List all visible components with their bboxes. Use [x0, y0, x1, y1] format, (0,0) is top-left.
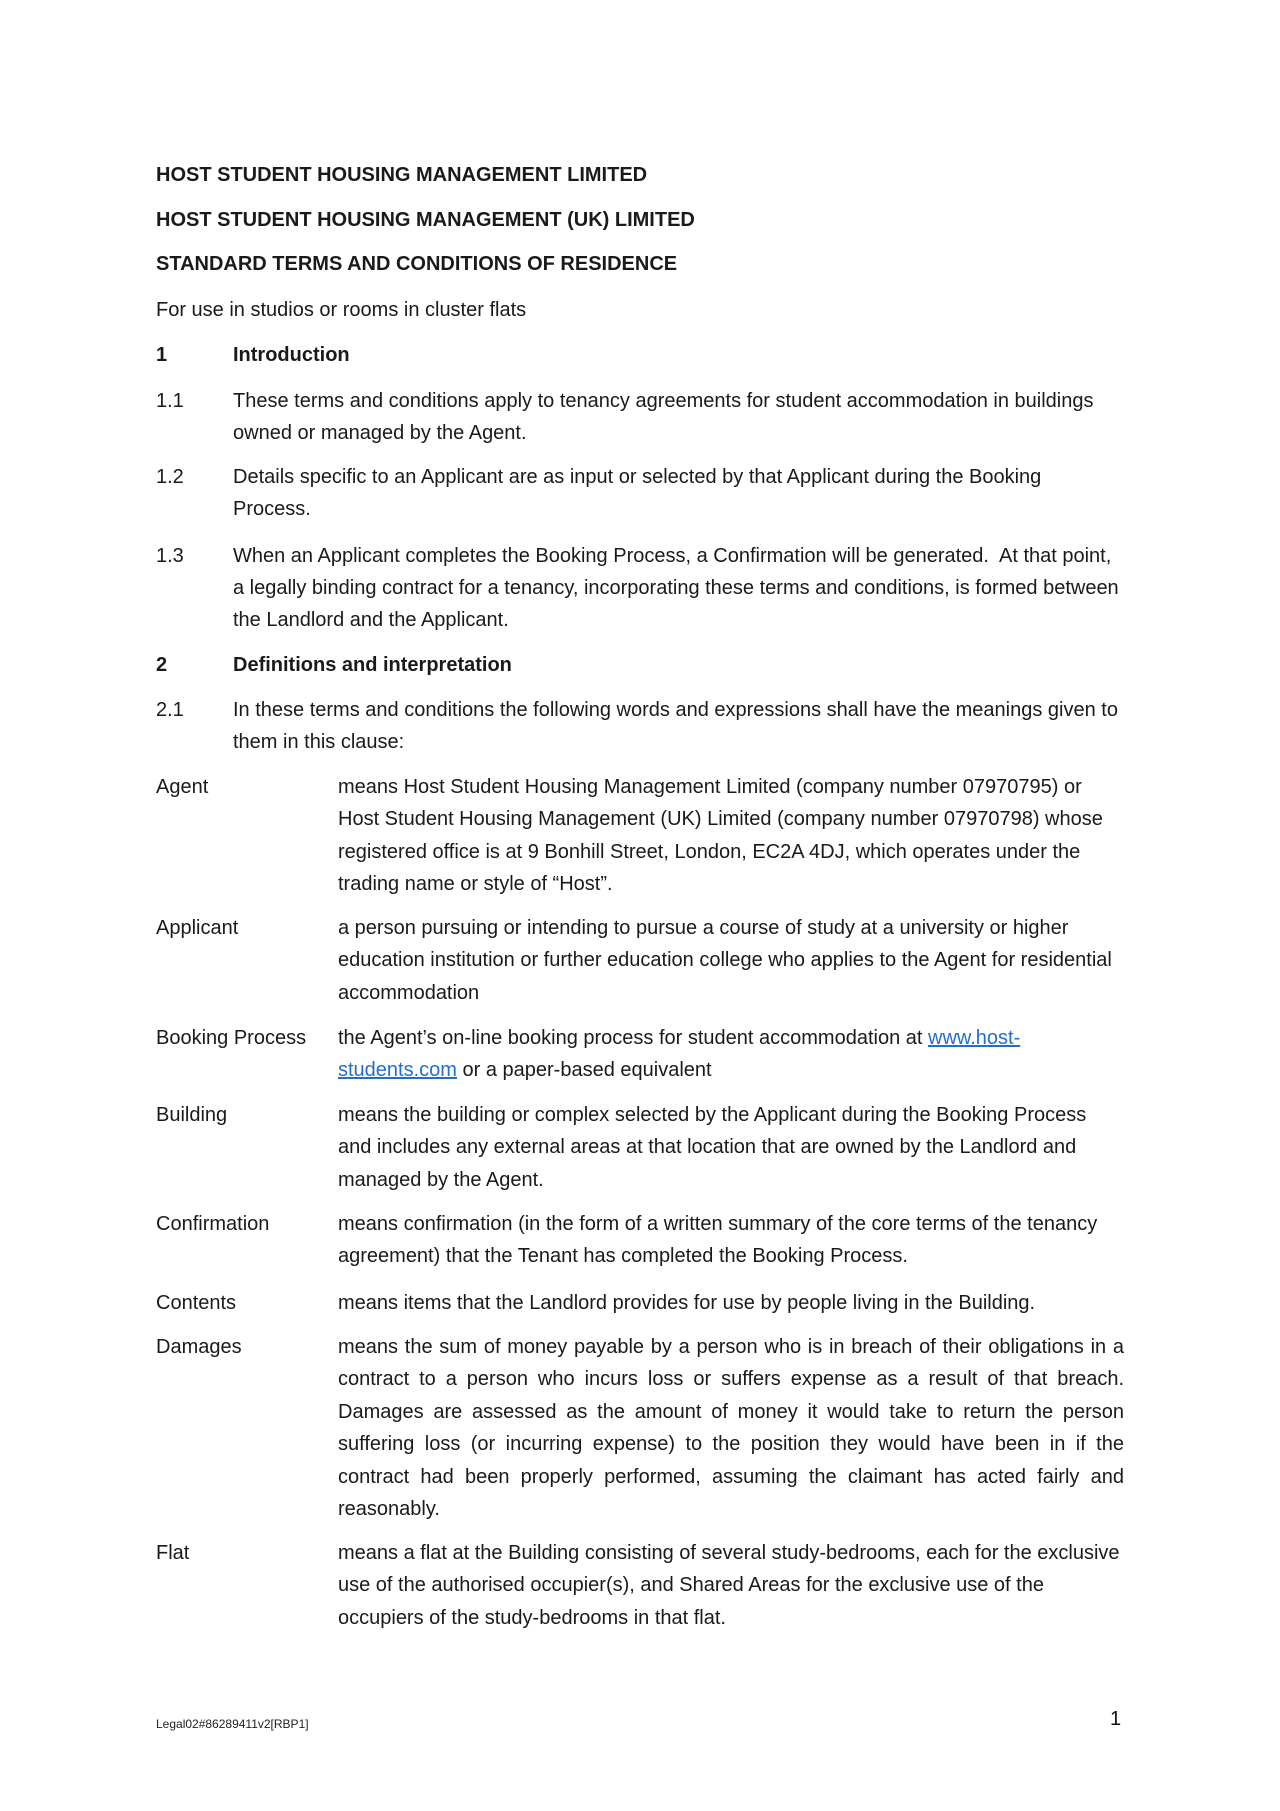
clause-1-1-number: 1.1 — [156, 390, 184, 412]
definition-term-applicant: Applicant — [156, 917, 239, 939]
company-name-1: HOST STUDENT HOUSING MANAGEMENT LIMITED — [156, 164, 648, 186]
definition-term-agent: Agent — [156, 776, 209, 798]
definition-term-flat: Flat — [156, 1542, 190, 1564]
definition-text-booking-process — [338, 1022, 1124, 1087]
definition-text-building: means the building or complex selected by the Applicant during the Booking Process and includes any external areas at that location that are owned by the Landlord and managed by the Agent. — [338, 1104, 1087, 1191]
definition-text-confirmation: means confirmation (in the form of a written summary of the core terms of the tenancy agreement) that the Tenant has completed the Booking Process. — [338, 1213, 1098, 1268]
definition-text-agent: means Host Student Housing Management Limited (company number 07970795) or Host Student Housing Management (UK) Limited (company number 07970798) whose registered office is at 9 Bonhill Street, London, EC2A 4DJ, which operates under the trading name or style of “Host”. — [338, 776, 1103, 896]
definition-text-contents: means items that the Landlord provides for use by people living in the Building. — [338, 1292, 1036, 1314]
clause-2-1-text: In these terms and conditions the following words and expressions shall have the meanings given to them in this clause: — [233, 699, 1118, 753]
document-subtitle: For use in studios or rooms in cluster flats — [156, 299, 527, 321]
footer-document-reference: Legal02#86289411v2[RBP1] — [156, 1717, 309, 1731]
clause-2-1-number: 2.1 — [156, 699, 184, 721]
booking-process-text-after: or a paper-based equivalent — [456, 1059, 712, 1082]
section-1-number: 1 — [156, 344, 168, 366]
clause-1-2-text: Details specific to an Applicant are as input or selected by that Applicant during the Booking Process. — [233, 466, 1042, 520]
section-1-heading: Introduction — [233, 344, 350, 366]
definition-text-damages: means the sum of money payable by a person who is in breach of their obligations in a contract to a person who incurs loss or suffers expense as a result of that breach. Damages are assessed as the amount of money it would take to return the person suffering loss (or incurring expense) to the position they would have been in if the contract had been properly performed, assuming the claimant has acted fairly and reasonably. — [338, 1336, 1136, 1521]
clause-1-3-text: When an Applicant completes the Booking Process, a Confirmation will be generated. At that point, a legally binding contract for a tenancy, incorporating these terms and conditions, is formed between the Landlord and the Applicant. — [233, 545, 1125, 631]
section-2-number: 2 — [156, 654, 168, 676]
clause-1-3-number: 1.3 — [156, 545, 184, 567]
company-name-2: HOST STUDENT HOUSING MANAGEMENT (UK) LIMITED — [156, 209, 695, 231]
booking-process-text-before: the Agent’s on-line booking process for student accommodation at — [338, 1027, 928, 1049]
definition-term-damages: Damages — [156, 1336, 242, 1358]
clause-1-2-number: 1.2 — [156, 466, 184, 488]
clause-1-1-text: These terms and conditions apply to tenancy agreements for student accommodation in buildings owned or managed by the Agent. — [233, 390, 1094, 444]
definition-text-applicant: a person pursuing or intending to pursue a course of study at a university or higher education institution or further education college who applies to the Agent for residential accommodation — [338, 917, 1112, 1004]
section-2-heading: Definitions and interpretation — [233, 654, 512, 676]
definition-text-flat: means a flat at the Building consisting of several study-bedrooms, each for the exclusive use of the authorised occupier(s), and Shared Areas for the exclusive use of the occupiers of the study-bedrooms in that flat. — [338, 1542, 1120, 1629]
definition-term-confirmation: Confirmation — [156, 1213, 270, 1235]
definition-term-booking-process: Booking Process — [156, 1027, 307, 1049]
page-number: 1 — [1110, 1708, 1122, 1730]
definition-term-building: Building — [156, 1104, 228, 1126]
host-students-website-link[interactable]: www.host-students.com — [338, 1027, 1021, 1082]
document-title: STANDARD TERMS AND CONDITIONS OF RESIDENCE — [156, 253, 678, 275]
definition-term-contents: Contents — [156, 1292, 237, 1314]
